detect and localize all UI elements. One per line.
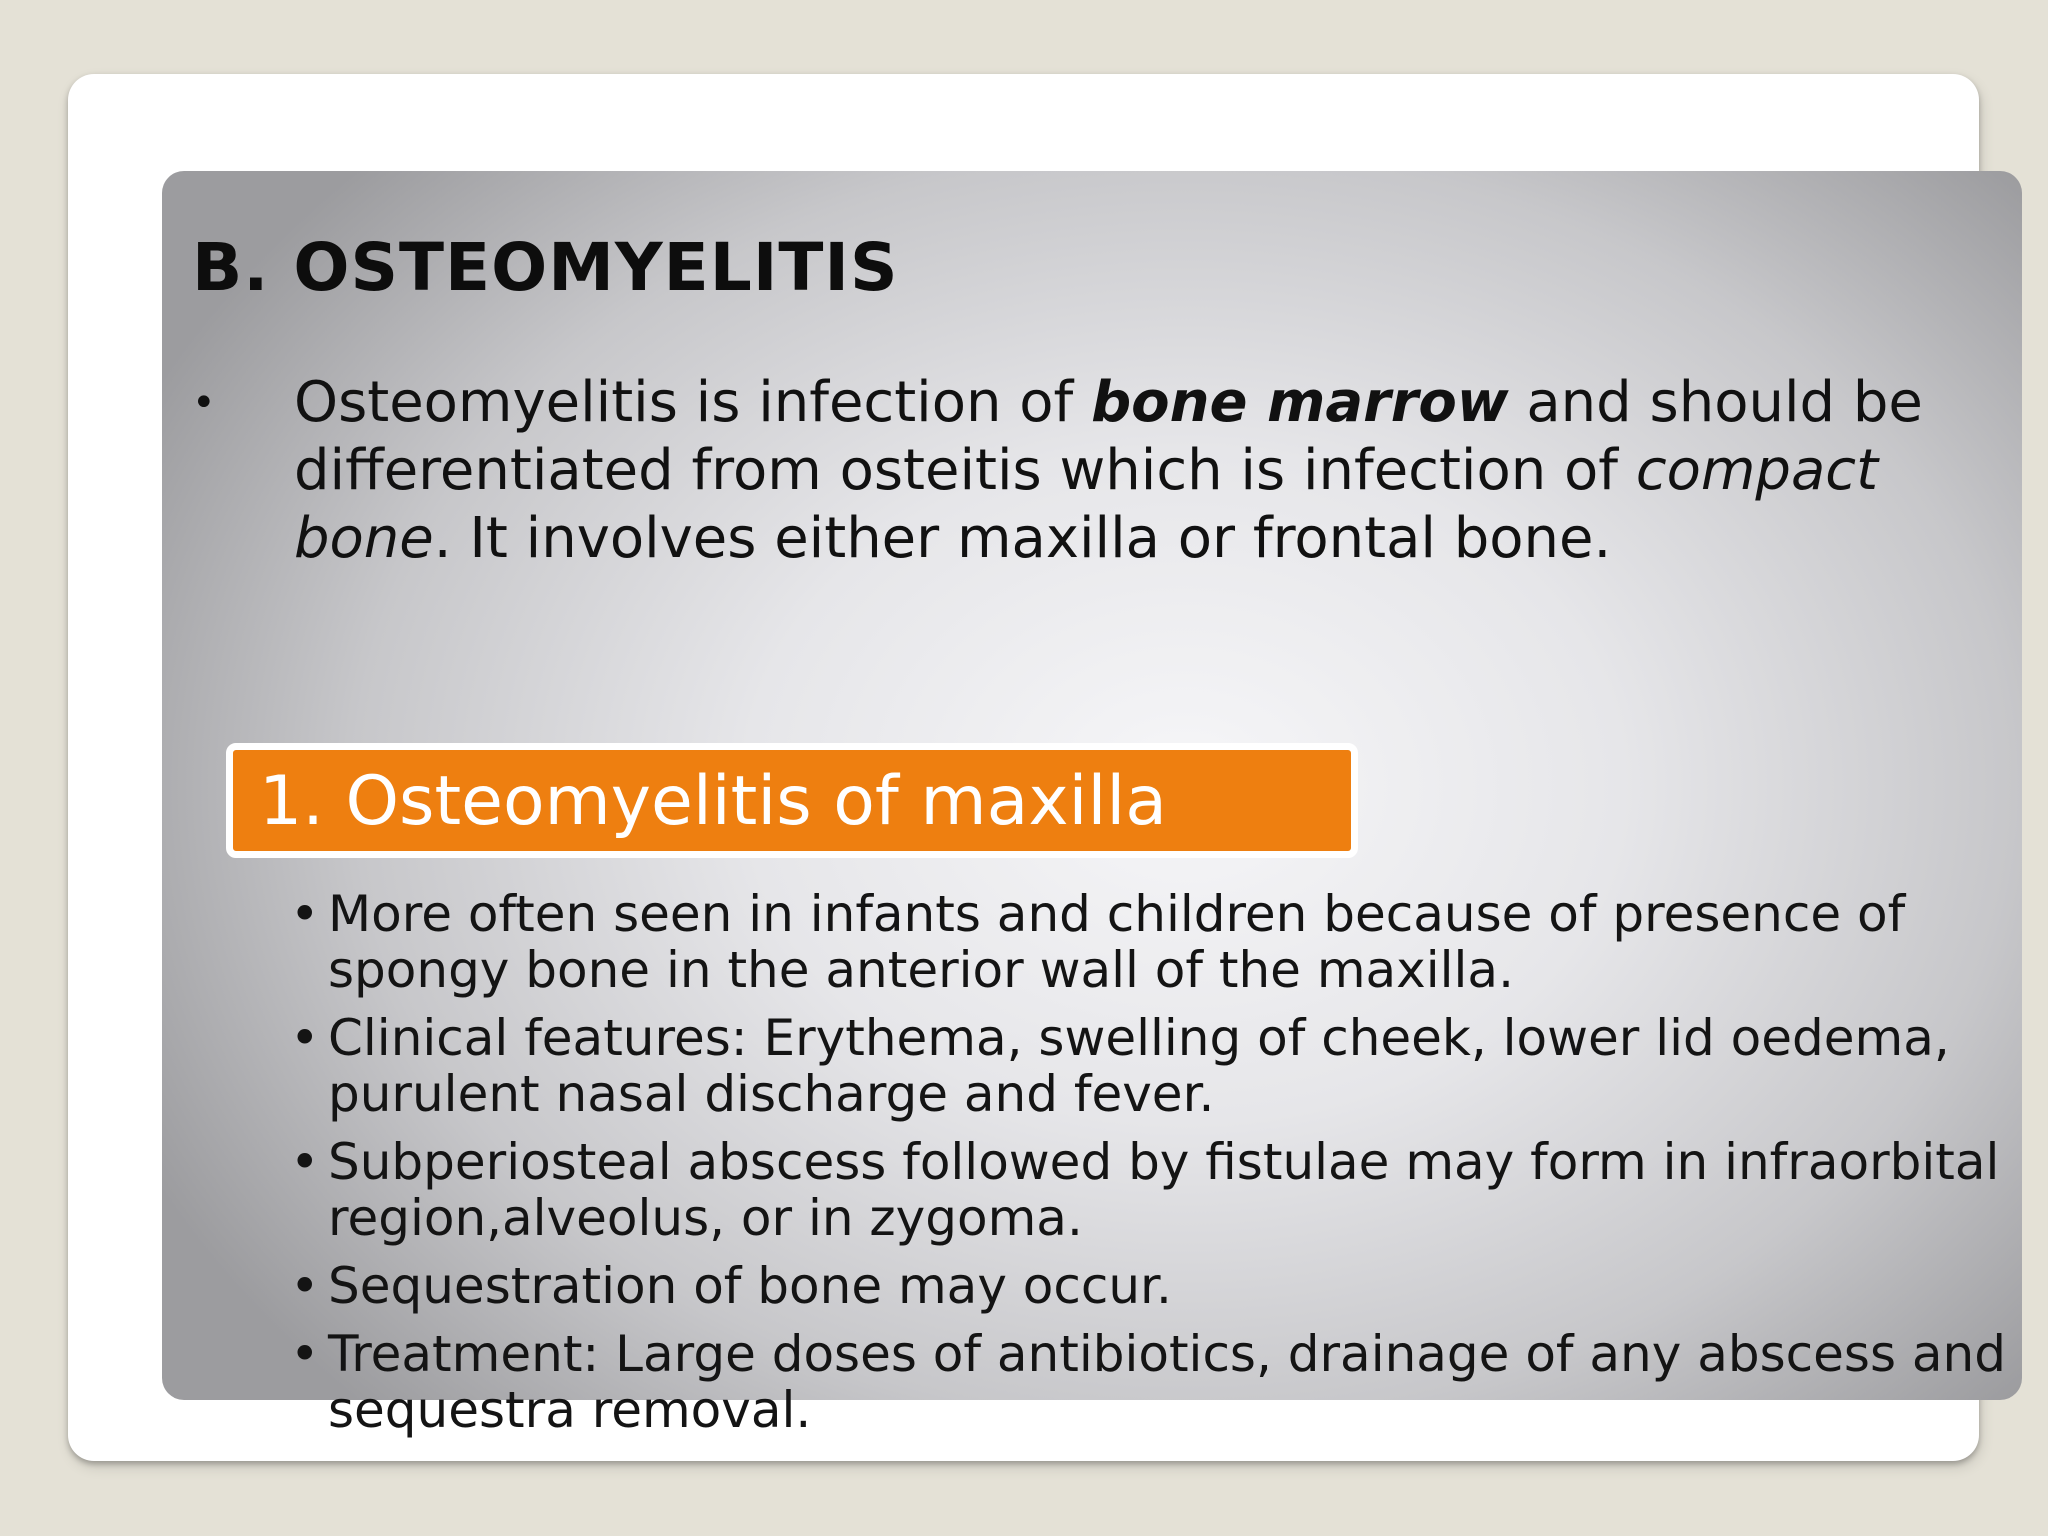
list-item <box>290 886 2048 998</box>
section-heading: 1. Osteomyelitis of maxilla <box>259 762 1167 841</box>
list-item <box>290 1134 2048 1246</box>
intro-part-1: Osteomyelitis is infection of <box>294 370 1092 435</box>
bullet-icon: • <box>290 1325 320 1383</box>
slide-title: B. OSTEOMYELITIS <box>192 229 899 306</box>
list-item-text: Sequestration of bone may occur. <box>328 1257 1172 1315</box>
bullet-icon: • <box>290 885 320 943</box>
list-item-text: Subperiosteal abscess followed by fistulae may form in infraorbital region,alveolus, or in zygoma. <box>328 1133 2000 1247</box>
list-item <box>290 1258 2048 1314</box>
list-item <box>290 1326 2048 1438</box>
intro-bullet: • <box>192 380 216 426</box>
bullet-icon: • <box>290 1257 320 1315</box>
list-item-text: More often seen in infants and children because of presence of spongy bone in the anterior wall of the maxilla. <box>328 885 1906 999</box>
bullet-icon: • <box>290 1009 320 1067</box>
list-item-text: Treatment: Large doses of antibiotics, drainage of any abscess and sequestra removal. <box>328 1325 2006 1439</box>
slide-frame <box>68 74 2006 1461</box>
bullet-list <box>290 886 2048 1450</box>
content-panel <box>162 171 2022 1439</box>
list-item <box>290 1010 2048 1122</box>
intro-part-2: and should be differentiated from osteitis which is infection of <box>294 370 1923 503</box>
intro-part-3: . It involves either maxilla or frontal bone. <box>433 506 1612 571</box>
list-item-text: Clinical features: Erythema, swelling of cheek, lower lid oedema, purulent nasal discharge and fever. <box>328 1009 1950 1123</box>
bullet-icon: • <box>290 1133 320 1191</box>
intro-bold-italic: bone marrow <box>1091 370 1509 435</box>
section-heading-box <box>226 743 1358 858</box>
intro-italic: compact bone <box>294 438 1879 571</box>
intro-text <box>294 369 1994 573</box>
